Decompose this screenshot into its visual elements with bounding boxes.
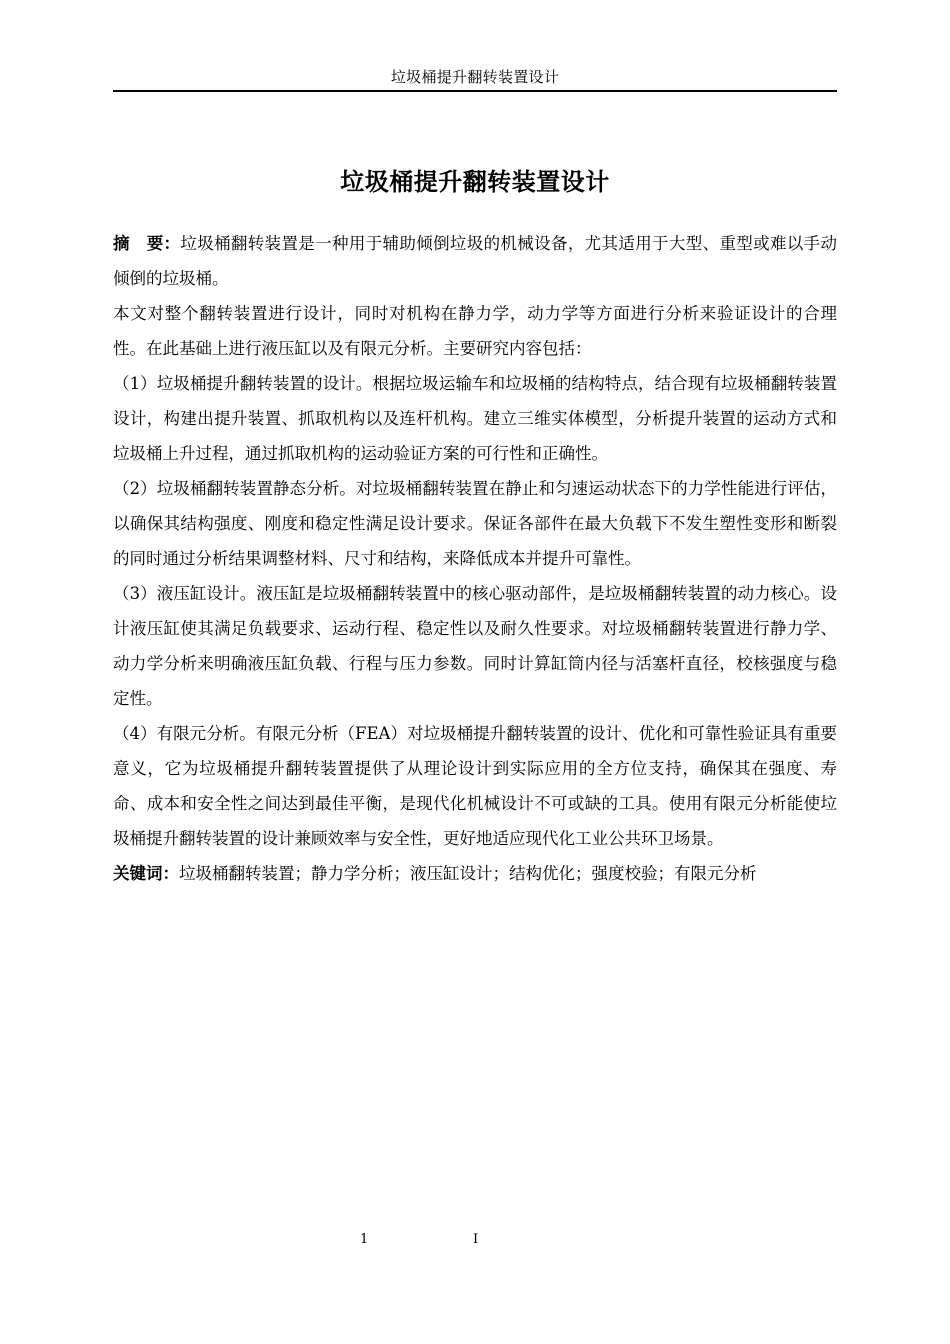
page-number-arabic: 1	[360, 1232, 369, 1247]
intro-paragraph: 本文对整个翻转装置进行设计，同时对机构在静力学，动力学等方面进行分析来验证设计的合理性。在此基础上进行液压缸以及有限元分析。主要研究内容包括：	[113, 304, 837, 358]
content-item-2: （2）垃圾桶翻转装置静态分析。对垃圾桶翻转装置在静止和匀速运动状态下的力学性能进行评估，以确保其结构强度、刚度和稳定性满足设计要求。保证各部件在最大负载下不发生塑性变形和断裂的同时通过分析结果调整材料、尺寸和结构，来降低成本并提升可靠性。	[113, 479, 837, 568]
keywords-label: 关键词：	[113, 864, 179, 883]
content-item-4: （4）有限元分析。有限元分析（FEA）对垃圾桶提升翻转装置的设计、优化和可靠性验证具有重要意义，它为垃圾桶提升翻转装置提供了从理论设计到实际应用的全方位支持，确保其在强度、寿命、成本和安全性之间达到最佳平衡，是现代化机械设计不可或缺的工具。使用有限元分析能使垃圾桶提升翻转装置的设计兼顾效率与安全性，更好地适应现代化工业公共环卫场景。	[113, 724, 837, 848]
content-item-3: （3）液压缸设计。液压缸是垃圾桶翻转装置中的核心驱动部件，是垃圾桶翻转装置的动力核心。设计液压缸使其满足负载要求、运动行程、稳定性以及耐久性要求。对垃圾桶翻转装置进行静力学、动力学分析来明确液压缸负载、行程与压力参数。同时计算缸筒内径与活塞杆直径，校核强度与稳定性。	[113, 584, 837, 708]
abstract-text: 垃圾桶翻转装置是一种用于辅助倾倒垃圾的机械设备，尤其适用于大型、重型或难以手动倾倒的垃圾桶。	[113, 234, 838, 288]
page-title: 垃圾桶提升翻转装置设计	[340, 168, 610, 196]
keywords-text: 垃圾桶翻转装置；静力学分析；液压缸设计；结构优化；强度校验；有限元分析	[179, 864, 757, 883]
abstract-body	[113, 226, 837, 891]
abstract-paragraph	[113, 226, 837, 296]
keywords-paragraph	[113, 856, 837, 891]
content-item-1: （1）垃圾桶提升翻转装置的设计。根据垃圾运输车和垃圾桶的结构特点，结合现有垃圾桶翻转装置设计，构建出提升装置、抓取机构以及连杆机构。建立三维实体模型，分析提升装置的运动方式和垃圾桶上升过程，通过抓取机构的运动验证方案的可行性和正确性。	[113, 374, 837, 463]
page-number-roman: I	[473, 1232, 479, 1247]
header-rule	[113, 90, 837, 92]
abstract-label: 摘 要：	[113, 234, 181, 253]
running-header: 垃圾桶提升翻转装置设计	[390, 68, 560, 86]
